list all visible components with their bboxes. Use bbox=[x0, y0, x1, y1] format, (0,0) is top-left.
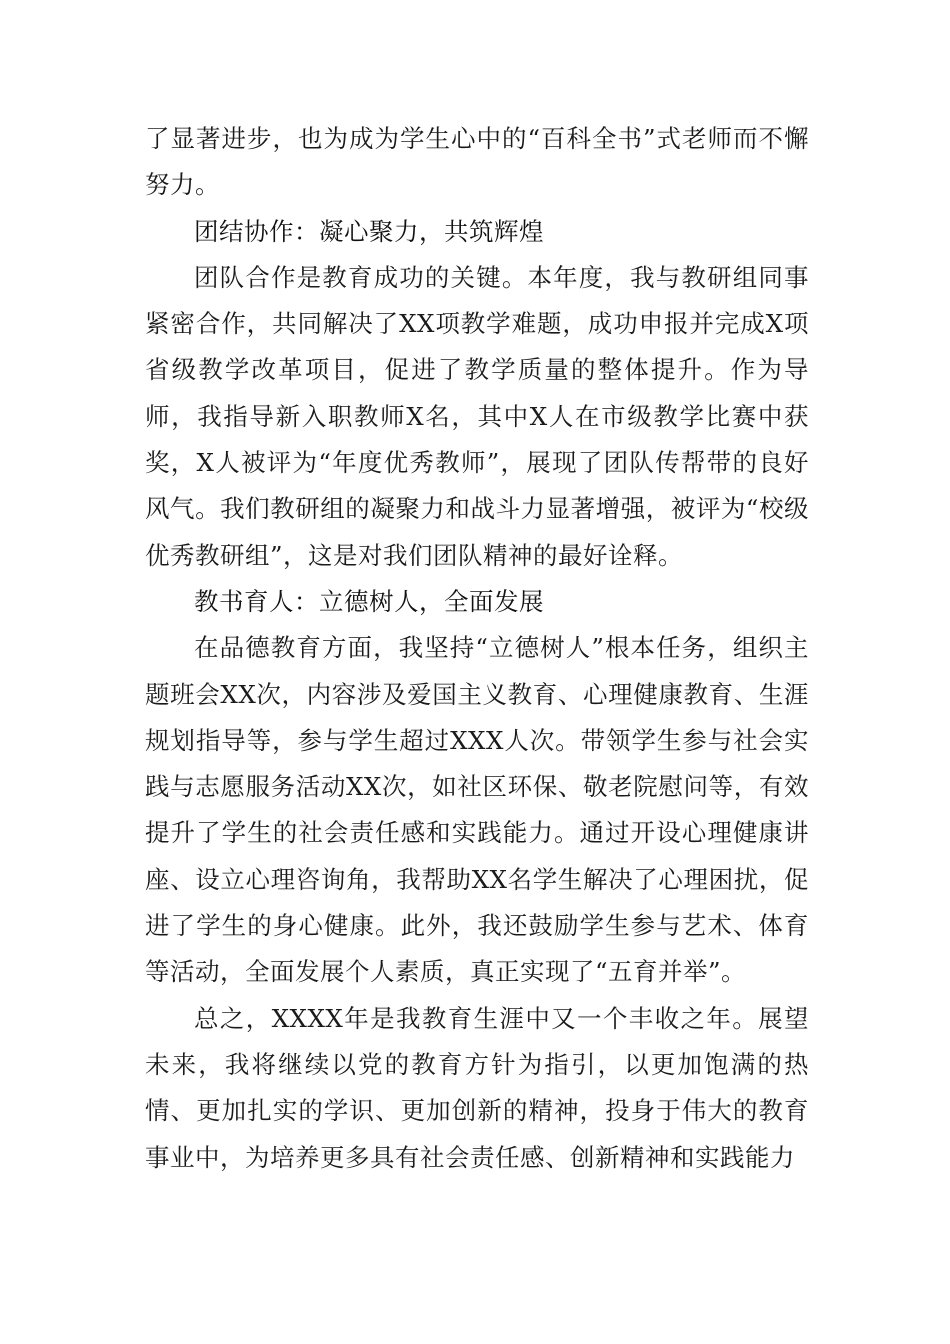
paragraph-moral-education: 在品德教育方面，我坚持“立德树人”根本任务，组织主题班会XX次，内容涉及爱国主义教育、心理健康教育、生涯规划指导等，参与学生超过XXX人次。带领学生参与社会实践与志愿服务活动XX次，如社区环保、敬老院慰问等，有效提升了学生的社会责任感和实践能力。通过开设心理健康讲座、设立心理咨询角，我帮助XX名学生解决了心理困扰，促进了学生的身心健康。此外，我还鼓励学生参与艺术、体育等活动，全面发展个人素质，真正实现了“五育并举”。 bbox=[145, 633, 809, 987]
paragraph-continuation: 了显著进步，也为成为学生心中的“百科全书”式老师而不懈努力。 bbox=[145, 124, 809, 200]
section-heading-teamwork: 团结协作：凝心聚力，共筑辉煌 bbox=[194, 216, 544, 246]
section-heading-education: 教书育人：立德树人，全面发展 bbox=[194, 586, 544, 616]
paragraph-teamwork: 团队合作是教育成功的关键。本年度，我与教研组同事紧密合作，共同解决了XX项教学难题，成功申报并完成X项省级教学改革项目，促进了教学质量的整体提升。作为导师，我指导新入职教师X名，其中X人在市级教学比赛中获奖，X人被评为“年度优秀教师”，展现了团队传帮带的良好风气。我们教研组的凝聚力和战斗力显著增强，被评为“校级优秀教研组”，这是对我们团队精神的最好诠释。 bbox=[145, 262, 809, 570]
paragraph-conclusion: 总之，XXXX年是我教育生涯中又一个丰收之年。展望未来，我将继续以党的教育方针为指引，以更加饱满的热情、更加扎实的学识、更加创新的精神，投身于伟大的教育事业中，为培养更多具有社会责任感、创新精神和实践能力 bbox=[145, 1003, 809, 1172]
document-body bbox=[145, 116, 809, 1181]
